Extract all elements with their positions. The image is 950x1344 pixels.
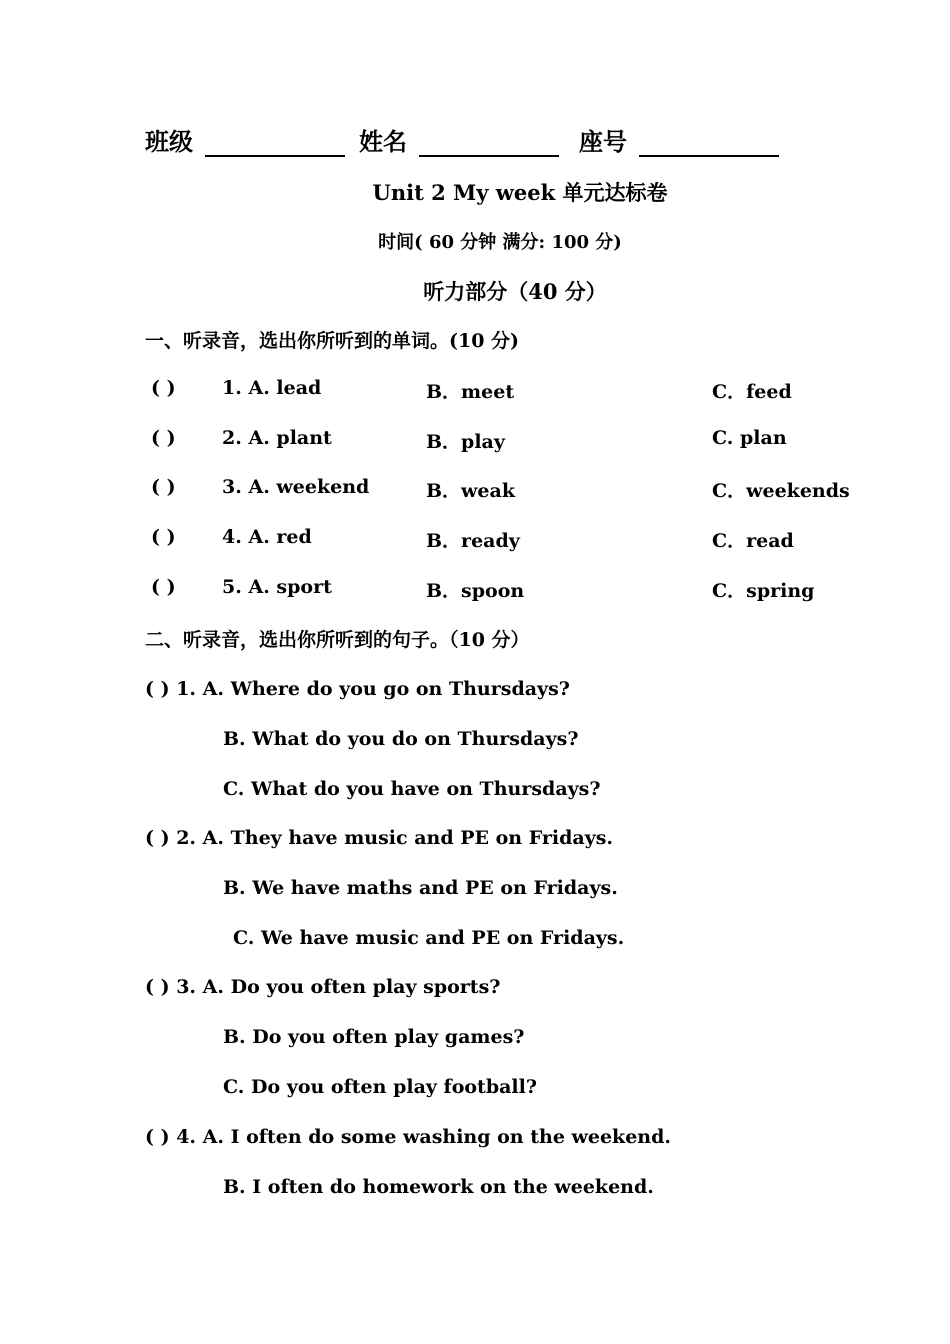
page-title: Unit 2 My week 单元达标卷 <box>372 180 668 205</box>
seat-blank[interactable] <box>639 129 779 157</box>
option-b: B．weak <box>426 480 515 502</box>
name-blank[interactable] <box>419 129 559 157</box>
answer-paren[interactable]: ( ) <box>151 476 176 498</box>
student-info-line <box>145 122 793 157</box>
seat-label: 座号 <box>579 127 627 156</box>
time-info: 时间( 60 分钟 满分: 100 分) <box>378 232 622 253</box>
word-row <box>0 526 950 556</box>
question-option: C. What do you have on Thursdays? <box>223 778 601 800</box>
question-option: B. We have maths and PE on Fridays. <box>223 877 618 899</box>
option-a: 1. A. lead <box>222 377 322 399</box>
question-option: C. We have music and PE on Fridays. <box>233 927 625 949</box>
option-b: B．play <box>426 431 505 453</box>
answer-paren[interactable]: ( ) <box>151 526 176 548</box>
word-row <box>0 427 950 457</box>
option-a: 3. A. weekend <box>222 476 370 498</box>
question-stem: ( ) 1. A. Where do you go on Thursdays? <box>145 678 570 700</box>
option-b: B．ready <box>426 530 520 552</box>
option-c: C．feed <box>712 381 792 403</box>
class-blank[interactable] <box>205 129 345 157</box>
section1-heading: 一、听录音，选出你所听到的单词。(10 分) <box>145 330 520 352</box>
word-row <box>0 576 950 606</box>
word-row <box>0 377 950 407</box>
option-b: B．spoon <box>426 580 525 602</box>
question-option: B. What do you do on Thursdays? <box>223 728 579 750</box>
option-c: C．spring <box>712 580 815 602</box>
question-option: B. I often do homework on the weekend. <box>223 1176 654 1198</box>
option-b: B．meet <box>426 381 515 403</box>
section2-heading: 二、听录音，选出你所听到的句子。（10 分） <box>145 629 530 651</box>
question-stem: ( ) 4. A. I often do some washing on the weekend. <box>145 1126 672 1148</box>
option-a: 5. A. sport <box>222 576 332 598</box>
question-stem: ( ) 2. A. They have music and PE on Fridays. <box>145 827 614 849</box>
answer-paren[interactable]: ( ) <box>151 377 176 399</box>
class-label: 班级 <box>145 127 193 156</box>
word-row <box>0 476 950 506</box>
option-c: C. plan <box>712 427 787 449</box>
option-a: 2. A. plant <box>222 427 332 449</box>
part-title: 听力部分（40 分） <box>423 279 607 304</box>
question-stem: ( ) 3. A. Do you often play sports? <box>145 976 501 998</box>
question-option: C. Do you often play football? <box>223 1076 537 1098</box>
name-label: 姓名 <box>359 127 407 156</box>
option-c: C．read <box>712 530 794 552</box>
answer-paren[interactable]: ( ) <box>151 576 176 598</box>
answer-paren[interactable]: ( ) <box>151 427 176 449</box>
option-c: C．weekends <box>712 480 850 502</box>
question-option: B. Do you often play games? <box>223 1026 525 1048</box>
option-a: 4. A. red <box>222 526 312 548</box>
